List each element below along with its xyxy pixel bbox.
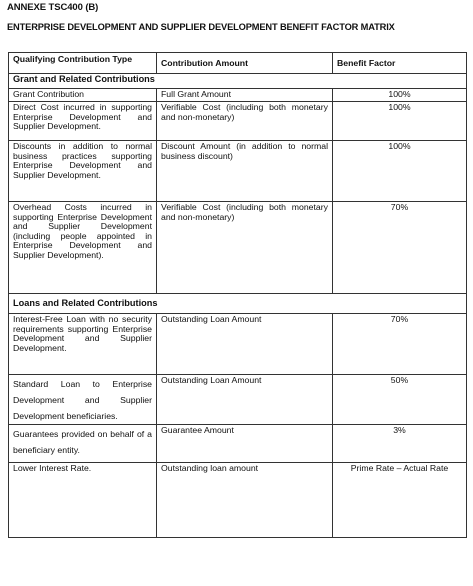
cell-amount: Verifiable Cost (including both monetary and non-monetary) [157,202,333,294]
cell-type: Guarantees provided on behalf of a beneficiary entity. [9,425,157,463]
cell-factor: 100% [333,89,467,102]
cell-type: Grant Contribution [9,89,157,102]
cell-amount: Full Grant Amount [157,89,333,102]
annex-title: ANNEXE TSC400 (B) [7,2,99,13]
section-row-loans [9,294,467,314]
table-row [9,375,467,425]
cell-factor: 70% [333,314,467,375]
cell-amount: Outstanding Loan Amount [157,314,333,375]
table-row [9,314,467,375]
table-row [9,102,467,141]
cell-type: Direct Cost incurred in supporting Enterprise Development and Supplier Development. [9,102,157,141]
table-row [9,202,467,294]
cell-type: Lower Interest Rate. [9,463,157,538]
table-row [9,463,467,538]
cell-factor: 100% [333,102,467,141]
cell-factor: 70% [333,202,467,294]
header-contribution-type: Qualifying Contribution Type [9,53,157,74]
cell-factor: 100% [333,141,467,202]
header-contribution-amount: Contribution Amount [157,53,333,74]
cell-type: Standard Loan to Enterprise Development and Supplier Development beneficiaries. [9,375,157,425]
benefit-factor-table [8,52,467,538]
cell-type: Overhead Costs incurred in supporting Enterprise Development and Supplier Development (including people appointed in Enterprise Development and Supplier Development). [9,202,157,294]
cell-amount: Outstanding Loan Amount [157,375,333,425]
section-title: Grant and Related Contributions [9,74,467,89]
cell-factor: 3% [333,425,467,463]
table-row [9,141,467,202]
table-row [9,425,467,463]
table-row [9,89,467,102]
cell-amount: Guarantee Amount [157,425,333,463]
section-row-grants [9,74,467,89]
cell-amount: Verifiable Cost (including both monetary and non-monetary) [157,102,333,141]
header-benefit-factor: Benefit Factor [333,53,467,74]
cell-amount: Outstanding loan amount [157,463,333,538]
cell-factor: 50% [333,375,467,425]
section-title: Loans and Related Contributions [9,294,467,314]
cell-type: Interest-Free Loan with no security requirements supporting Enterprise Development and Supplier Development. [9,314,157,375]
cell-factor: Prime Rate – Actual Rate [333,463,467,538]
cell-amount: Discount Amount (in addition to normal business discount) [157,141,333,202]
matrix-title: ENTERPRISE DEVELOPMENT AND SUPPLIER DEVELOPMENT BENEFIT FACTOR MATRIX [7,22,395,32]
cell-type: Discounts in addition to normal business practices supporting Enterprise Development and Supplier Development. [9,141,157,202]
table-header-row [9,53,467,74]
